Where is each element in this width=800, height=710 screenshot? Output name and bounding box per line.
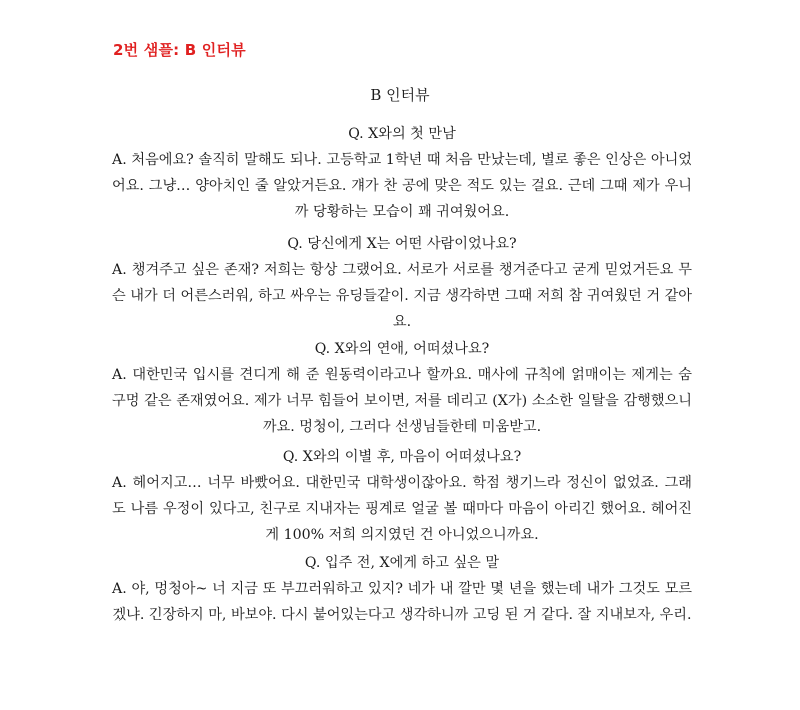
answer: A. 야, 멍청아~ 너 지금 또 부끄러워하고 있지? 네가 내 깔만 몇 년을 했는데 내가 그것도 모르겠냐. 긴장하지 마, 바보야. 다시 붙어있는다고 생각하니까 고딩 된 거 같다. 잘 지내보자, 우리. [112, 581, 692, 623]
answer: A. 대한민국 입시를 견디게 해 준 원동력이라고나 할까요. 매사에 규칙에 얽매이는 제게는 숨구멍 같은 존재였어요. 제가 너무 힘들어 보이면, 저를 데리고 (X가) 소소한 일탈을 감행했으니까요. 멍청이, 그러다 선생님들한테 미움받고. [112, 367, 692, 435]
question: Q. X와의 이별 후, 마음이 어떠셨나요? [282, 449, 522, 465]
answer: A. 헤어지고… 너무 바빴어요. 대한민국 대학생이잖아요. 학점 챙기느라 정신이 없었죠. 그래도 나름 우정이 있다고, 친구로 지내자는 핑계로 얼굴 볼 때마다 마음이 아리긴 했어요. 헤어진 게 100% 저희 의지였던 건 아니었으니까요. [112, 475, 692, 543]
answer: A. 챙겨주고 싶은 존재? 저희는 항상 그랬어요. 서로가 서로를 챙겨준다고 굳게 믿었거든요 무슨 내가 더 어른스러워, 하고 싸우는 유딩들같이. 지금 생각하면 그때 저희 참 귀여웠던 거 같아요. [112, 262, 692, 330]
answer: A. 처음에요? 솔직히 말해도 되나. 고등학교 1학년 때 처음 만났는데, 별로 좋은 인상은 아니었어요. 그냥… 양아치인 줄 알았거든요. 걔가 찬 공에 맞은 적도 있는 걸요. 근데 그때 제가 우니까 당황하는 모습이 꽤 귀여웠어요. [112, 152, 692, 220]
qa-block [112, 336, 692, 440]
sample-label: 2번 샘플: B 인터뷰 [113, 41, 246, 59]
question: Q. 당신에게 X는 어떤 사람이었나요? [287, 236, 517, 252]
qa-block [112, 444, 692, 548]
qa-block [112, 231, 692, 335]
qa-block [112, 550, 692, 628]
question: Q. X와의 연애, 어떠셨나요? [314, 341, 490, 357]
qa-block [112, 121, 692, 225]
document-title: B 인터뷰 [370, 86, 430, 104]
question: Q. X와의 첫 만남 [348, 126, 456, 142]
question: Q. 입주 전, X에게 하고 싶은 말 [304, 555, 500, 571]
